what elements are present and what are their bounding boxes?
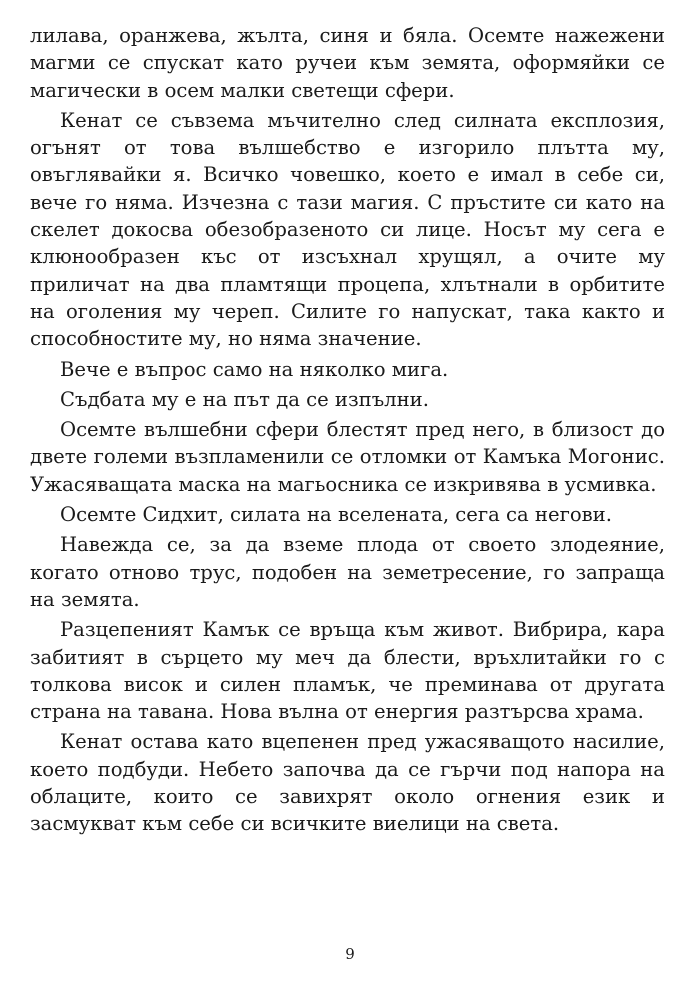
- paragraph: Разцепеният Камък се връща към живот. Вибрира, кара забитият в сърцето му меч да блести, връхлитайки го с толкова висок и силен пламък, че преминава от другата страна на тавана. Нова вълна от енергия разтърсва храма.: [30, 618, 665, 724]
- paragraph: Осемте вълшебни сфери блестят пред него, в близост до двете големи възпламенили се отломки от Камъка Могонис. Ужасяващата маска на магьосника се изкривява в усмивка.: [30, 418, 665, 496]
- page-number: 9: [345, 945, 355, 963]
- paragraph: Вече е въпрос само на няколко мига.: [60, 357, 449, 381]
- paragraph: Осемте Сидхит, силата на вселената, сега са негови.: [60, 503, 612, 527]
- paragraph: Кенат остава като вцепенен пред ужасяващото насилие, което подбуди. Небето започва да се гърчи под напора на облаците, които се завихрят около огнения език и засмукват към себе си всичките виелици на света.: [30, 730, 665, 836]
- paragraph: Съдбата му е на път да се изпълни.: [60, 387, 429, 411]
- page-text: [30, 22, 665, 841]
- paragraph: Навежда се, за да вземе плода от своето злодеяние, когато отново трус, подобен на земетресение, го запраща на земята.: [30, 533, 665, 611]
- paragraph: лилава, оранжева, жълта, синя и бяла. Осемте нажежени магми се спускат като ручеи към земята, оформяйки се магически в осем малки светещи сфери.: [30, 24, 665, 102]
- paragraph: Кенат се съвзема мъчително след силната експлозия, огънят от това вълшебство е изгорило плътта му, овъглявайки я. Всичко човешко, което е имал в себе си, вече го няма. Изчезна с тази магия. С пръстите си като на скелет докосва обезобразеното си лице. Носът му сега е клюнообразен къс от изсъхнал хрущял, а очите му приличат на два пламтящи процепа, хлътнали в орбитите на оголения му череп. Силите го напускат, така както и способностите му, но няма значение.: [30, 108, 665, 351]
